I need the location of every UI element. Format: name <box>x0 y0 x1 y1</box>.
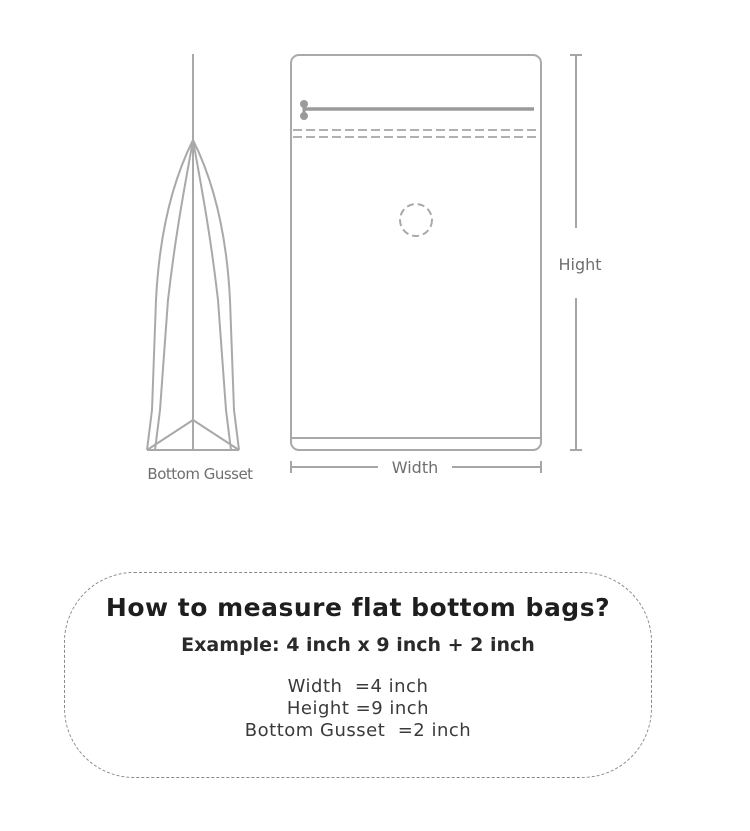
zipper-icon <box>300 100 534 120</box>
valve-icon <box>400 204 432 236</box>
measurement-height: Height =9 inch <box>286 698 430 719</box>
measurement-width: Width =4 inch <box>287 676 429 697</box>
side-view-bag <box>147 54 239 450</box>
info-example: Example: 4 inch x 9 inch + 2 inch <box>181 634 535 656</box>
width-label: Width <box>391 458 439 477</box>
height-dimension <box>570 55 582 450</box>
info-title: How to measure flat bottom bags? <box>105 593 611 622</box>
measurement-list <box>65 676 651 742</box>
height-label: Hight <box>558 255 602 274</box>
measurement-info-box <box>64 572 652 778</box>
bottom-gusset-label: Bottom Gusset <box>147 465 253 483</box>
front-view-bag <box>291 55 541 450</box>
measurement-gusset: Bottom Gusset =2 inch <box>244 720 472 741</box>
